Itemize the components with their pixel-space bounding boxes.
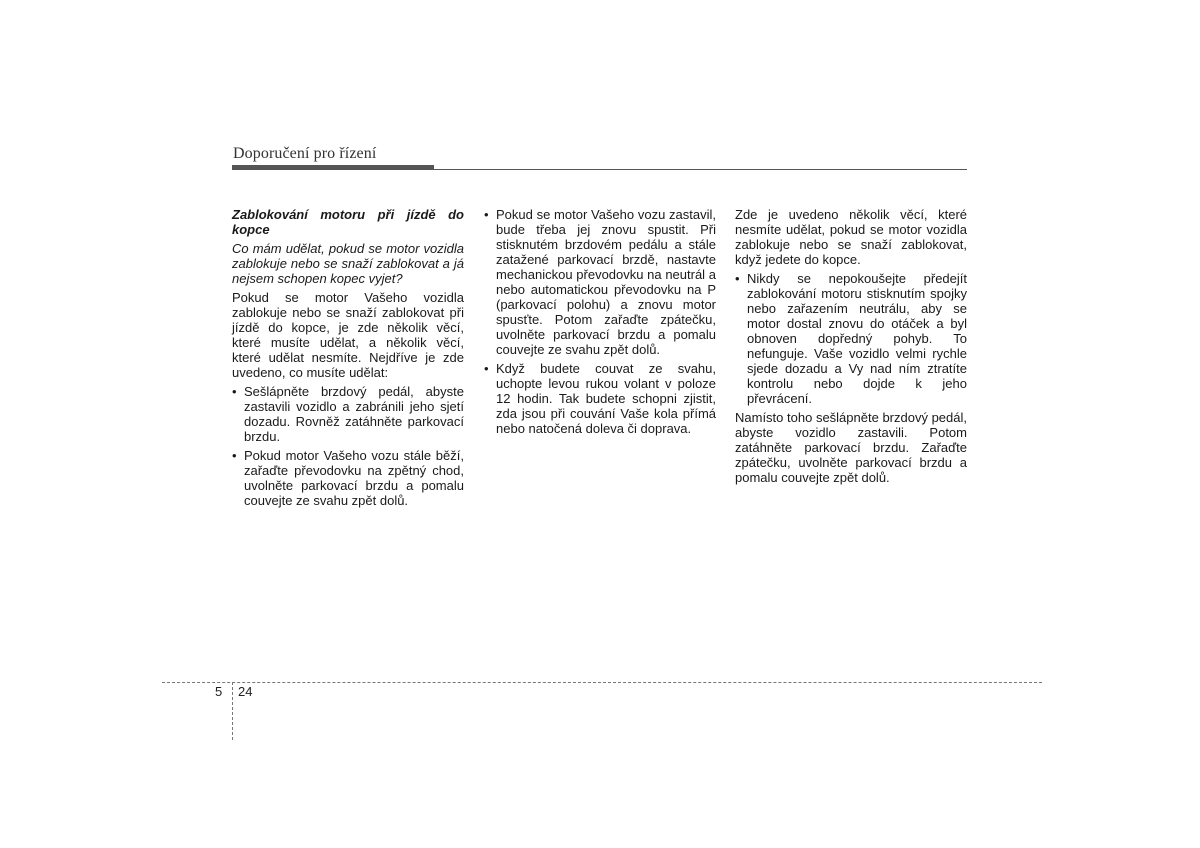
list-item-text: Nikdy se nepokoušejte předejít zablokování motoru stisknutím spojky nebo zařazením neutrálu, aby se motor dostal znovu do otáček a byl obnoven dopředný pohyb. To nefunguje. Vaše vozidlo velmi rychle sjede dozadu a Vy nad ním ztratíte kontrolu nebo dojde k jeho převrácení. — [747, 271, 967, 406]
list-item — [484, 361, 716, 436]
column-3 — [735, 207, 967, 489]
footer-rule — [162, 682, 1042, 683]
list-item-text: Sešlápněte brzdový pedál, abyste zastavili vozidlo a zabránili jeho sjetí dozadu. Rovněž zatáhněte parkovací brzdu. — [244, 384, 464, 444]
list-item — [232, 448, 464, 508]
bullet-icon: • — [484, 207, 489, 222]
header-rule-thick — [232, 165, 434, 170]
list-item-text: Pokud se motor Vašeho vozu zastavil, bude třeba jej znovu spustit. Při stisknutém brzdovém pedálu a stále zatažené parkovací brzdě, nastavte mechanickou převodovku na neutrál a nebo automatickou převodovku na P (parkovací polohu) a znovu motor spusťte. Potom zařaďte zpátečku, uvolněte parkovací brzdu a pomalu couvejte ze svahu zpět dolů. — [496, 207, 716, 357]
column-1 — [232, 207, 464, 512]
body-paragraph: Pokud se motor Vašeho vozidla zablokuje nebo se snaží zablokovat při jízdě do kopce, je zde několik věcí, které musíte udělat, a několik věcí, které udělat nesmíte. Nejdříve je zde uvedeno, co musíte udělat: — [232, 290, 464, 380]
question-text: Co mám udělat, pokud se motor vozidla zablokuje nebo se snaží zablokovat a já nejsem schopen kopec vyjet? — [232, 241, 464, 286]
bullet-icon: • — [232, 384, 237, 399]
list-item — [484, 207, 716, 357]
bullet-icon: • — [735, 271, 740, 286]
footer-divider — [232, 682, 233, 740]
chapter-number: 5 — [215, 684, 223, 699]
body-paragraph: Namísto toho sešlápněte brzdový pedál, abyste vozidlo zastavili. Potom zatáhněte parkovací brzdu. Zařaďte zpátečku, uvolněte parkovací brzdu a pomalu couvejte zpět dolů. — [735, 410, 967, 485]
list-item — [735, 271, 967, 406]
list-item-text: Když budete couvat ze svahu, uchopte levou rukou volant v poloze 12 hodin. Tak budete schopni zjistit, zda jsou při couvání Vaše kola přímá nebo natočená doleva či doprava. — [496, 361, 716, 436]
page-number: 24 — [238, 684, 253, 699]
subsection-heading: Zablokování motoru při jízdě do kopce — [232, 207, 464, 237]
list-item-text: Pokud motor Vašeho vozu stále běží, zařaďte převodovku na zpětný chod, uvolněte parkovací brzdu a pomalu couvejte ze svahu zpět dolů. — [244, 448, 464, 508]
header-rule-thin — [434, 169, 967, 170]
section-title: Doporučení pro řízení — [233, 145, 377, 162]
bullet-icon: • — [484, 361, 489, 376]
body-paragraph: Zde je uvedeno několik věcí, které nesmíte udělat, pokud se motor vozidla zablokuje nebo se snaží zablokovat, když jedete do kopce. — [735, 207, 967, 267]
column-2 — [484, 207, 716, 440]
bullet-icon: • — [232, 448, 237, 463]
list-item — [232, 384, 464, 444]
